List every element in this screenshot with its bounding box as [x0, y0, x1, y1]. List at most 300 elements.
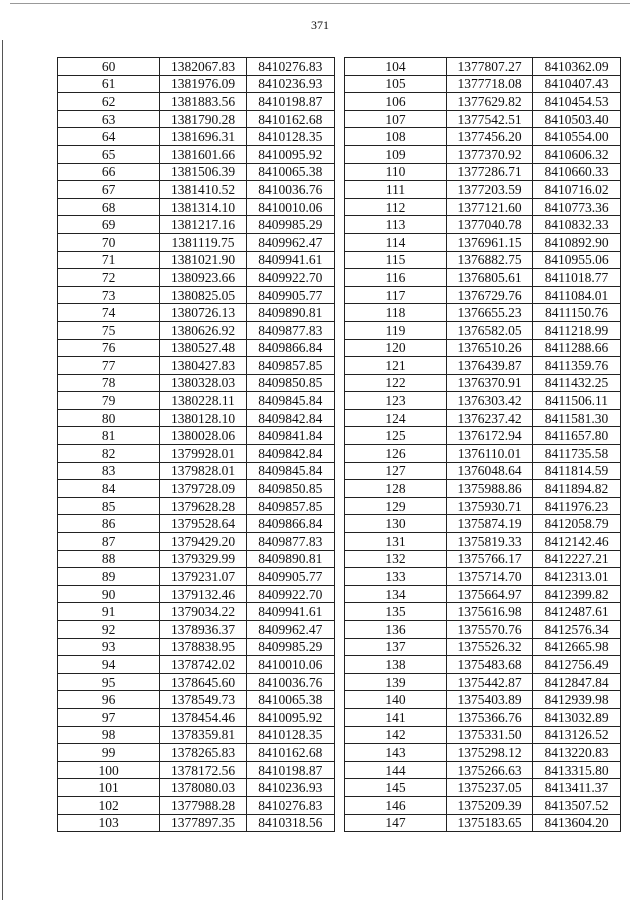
table-row	[58, 304, 335, 322]
point-number-cell: 118	[345, 304, 447, 322]
point-number-cell: 124	[345, 409, 447, 427]
table-row	[345, 480, 621, 498]
x-coordinate-cell: 1377370.92	[447, 145, 533, 163]
point-number-cell: 72	[58, 269, 160, 287]
table-row	[345, 462, 621, 480]
table-row	[58, 691, 335, 709]
table-row	[58, 814, 335, 832]
x-coordinate-cell: 1375616.98	[447, 603, 533, 621]
point-number-cell: 73	[58, 286, 160, 304]
point-number-cell: 79	[58, 392, 160, 410]
y-coordinate-cell: 8409941.61	[246, 603, 334, 621]
y-coordinate-cell: 8411150.76	[533, 304, 621, 322]
y-coordinate-cell: 8410010.06	[246, 656, 334, 674]
x-coordinate-cell: 1375988.86	[447, 480, 533, 498]
y-coordinate-cell: 8410554.00	[533, 128, 621, 146]
x-coordinate-cell: 1376110.01	[447, 445, 533, 463]
point-number-cell: 65	[58, 145, 160, 163]
point-number-cell: 92	[58, 621, 160, 639]
y-coordinate-cell: 8411814.59	[533, 462, 621, 480]
y-coordinate-cell: 8410503.40	[533, 110, 621, 128]
y-coordinate-cell: 8409922.70	[246, 269, 334, 287]
point-number-cell: 99	[58, 744, 160, 762]
y-coordinate-cell: 8409985.29	[246, 216, 334, 234]
table-row	[345, 128, 621, 146]
point-number-cell: 97	[58, 708, 160, 726]
table-row	[345, 568, 621, 586]
coordinates-table-right	[344, 57, 621, 832]
point-number-cell: 98	[58, 726, 160, 744]
table-row	[58, 744, 335, 762]
table-row	[58, 251, 335, 269]
point-number-cell: 121	[345, 357, 447, 375]
point-number-cell: 138	[345, 656, 447, 674]
y-coordinate-cell: 8410065.38	[246, 163, 334, 181]
y-coordinate-cell: 8409857.85	[246, 357, 334, 375]
y-coordinate-cell: 8409922.70	[246, 585, 334, 603]
point-number-cell: 123	[345, 392, 447, 410]
y-coordinate-cell: 8410095.92	[246, 145, 334, 163]
table-row	[58, 321, 335, 339]
table-row	[345, 269, 621, 287]
x-coordinate-cell: 1375403.89	[447, 691, 533, 709]
x-coordinate-cell: 1375331.50	[447, 726, 533, 744]
point-number-cell: 96	[58, 691, 160, 709]
y-coordinate-cell: 8413126.52	[533, 726, 621, 744]
table-row	[345, 779, 621, 797]
y-coordinate-cell: 8411084.01	[533, 286, 621, 304]
table-row	[58, 480, 335, 498]
table-row	[58, 497, 335, 515]
table-row	[345, 673, 621, 691]
point-number-cell: 143	[345, 744, 447, 762]
table-row	[345, 392, 621, 410]
x-coordinate-cell: 1379231.07	[160, 568, 246, 586]
x-coordinate-cell: 1378265.83	[160, 744, 246, 762]
top-rule	[10, 3, 630, 4]
table-row	[58, 286, 335, 304]
table-row	[345, 445, 621, 463]
point-number-cell: 91	[58, 603, 160, 621]
x-coordinate-cell: 1378454.46	[160, 708, 246, 726]
x-coordinate-cell: 1377807.27	[447, 58, 533, 76]
y-coordinate-cell: 8410318.56	[246, 814, 334, 832]
point-number-cell: 101	[58, 779, 160, 797]
table-row	[58, 409, 335, 427]
table-row	[58, 761, 335, 779]
point-number-cell: 66	[58, 163, 160, 181]
point-number-cell: 126	[345, 445, 447, 463]
point-number-cell: 139	[345, 673, 447, 691]
x-coordinate-cell: 1380328.03	[160, 374, 246, 392]
y-coordinate-cell: 8411359.76	[533, 357, 621, 375]
y-coordinate-cell: 8409866.84	[246, 339, 334, 357]
point-number-cell: 74	[58, 304, 160, 322]
table-row	[58, 145, 335, 163]
x-coordinate-cell: 1376882.75	[447, 251, 533, 269]
y-coordinate-cell: 8409877.83	[246, 533, 334, 551]
y-coordinate-cell: 8410198.87	[246, 93, 334, 111]
x-coordinate-cell: 1381790.28	[160, 110, 246, 128]
y-coordinate-cell: 8411735.58	[533, 445, 621, 463]
x-coordinate-cell: 1377121.60	[447, 198, 533, 216]
x-coordinate-cell: 1381217.16	[160, 216, 246, 234]
table-row	[58, 128, 335, 146]
table-row	[345, 163, 621, 181]
point-number-cell: 133	[345, 568, 447, 586]
y-coordinate-cell: 8411657.80	[533, 427, 621, 445]
coordinates-table-left-body	[58, 58, 335, 832]
table-row	[58, 75, 335, 93]
point-number-cell: 137	[345, 638, 447, 656]
table-row	[58, 568, 335, 586]
x-coordinate-cell: 1379429.20	[160, 533, 246, 551]
x-coordinate-cell: 1379928.01	[160, 445, 246, 463]
x-coordinate-cell: 1380427.83	[160, 357, 246, 375]
table-row	[58, 585, 335, 603]
table-row	[345, 427, 621, 445]
point-number-cell: 119	[345, 321, 447, 339]
y-coordinate-cell: 8409850.85	[246, 374, 334, 392]
x-coordinate-cell: 1380626.92	[160, 321, 246, 339]
y-coordinate-cell: 8412142.46	[533, 533, 621, 551]
x-coordinate-cell: 1381119.75	[160, 233, 246, 251]
table-row	[58, 93, 335, 111]
table-row	[345, 533, 621, 551]
point-number-cell: 69	[58, 216, 160, 234]
x-coordinate-cell: 1376961.15	[447, 233, 533, 251]
table-row	[345, 550, 621, 568]
point-number-cell: 95	[58, 673, 160, 691]
x-coordinate-cell: 1378080.03	[160, 779, 246, 797]
point-number-cell: 125	[345, 427, 447, 445]
x-coordinate-cell: 1376510.26	[447, 339, 533, 357]
y-coordinate-cell: 8410832.33	[533, 216, 621, 234]
table-row	[58, 515, 335, 533]
point-number-cell: 70	[58, 233, 160, 251]
page-number: 371	[311, 18, 329, 32]
x-coordinate-cell: 1376582.05	[447, 321, 533, 339]
y-coordinate-cell: 8410095.92	[246, 708, 334, 726]
table-row	[345, 761, 621, 779]
x-coordinate-cell: 1375930.71	[447, 497, 533, 515]
x-coordinate-cell: 1377988.28	[160, 796, 246, 814]
x-coordinate-cell: 1380825.05	[160, 286, 246, 304]
x-coordinate-cell: 1380923.66	[160, 269, 246, 287]
y-coordinate-cell: 8411218.99	[533, 321, 621, 339]
table-row	[58, 58, 335, 76]
point-number-cell: 89	[58, 568, 160, 586]
x-coordinate-cell: 1379528.64	[160, 515, 246, 533]
point-number-cell: 112	[345, 198, 447, 216]
point-number-cell: 84	[58, 480, 160, 498]
x-coordinate-cell: 1377040.78	[447, 216, 533, 234]
table-row	[345, 216, 621, 234]
y-coordinate-cell: 8412399.82	[533, 585, 621, 603]
point-number-cell: 117	[345, 286, 447, 304]
table-row	[345, 251, 621, 269]
y-coordinate-cell: 8409857.85	[246, 497, 334, 515]
table-row	[345, 110, 621, 128]
table-row	[58, 198, 335, 216]
point-number-cell: 116	[345, 269, 447, 287]
y-coordinate-cell: 8410162.68	[246, 744, 334, 762]
y-coordinate-cell: 8410236.93	[246, 75, 334, 93]
point-number-cell: 114	[345, 233, 447, 251]
table-row	[58, 638, 335, 656]
point-number-cell: 147	[345, 814, 447, 832]
x-coordinate-cell: 1380228.11	[160, 392, 246, 410]
point-number-cell: 120	[345, 339, 447, 357]
table-row	[345, 357, 621, 375]
point-number-cell: 71	[58, 251, 160, 269]
y-coordinate-cell: 8412665.98	[533, 638, 621, 656]
table-row	[345, 603, 621, 621]
y-coordinate-cell: 8409962.47	[246, 233, 334, 251]
x-coordinate-cell: 1379828.01	[160, 462, 246, 480]
x-coordinate-cell: 1379728.09	[160, 480, 246, 498]
y-coordinate-cell: 8410362.09	[533, 58, 621, 76]
x-coordinate-cell: 1378838.95	[160, 638, 246, 656]
x-coordinate-cell: 1375209.39	[447, 796, 533, 814]
x-coordinate-cell: 1380527.48	[160, 339, 246, 357]
point-number-cell: 63	[58, 110, 160, 128]
x-coordinate-cell: 1382067.83	[160, 58, 246, 76]
y-coordinate-cell: 8409845.84	[246, 392, 334, 410]
table-row	[345, 638, 621, 656]
y-coordinate-cell: 8409890.81	[246, 550, 334, 568]
table-row	[345, 497, 621, 515]
x-coordinate-cell: 1375874.19	[447, 515, 533, 533]
point-number-cell: 145	[345, 779, 447, 797]
point-number-cell: 107	[345, 110, 447, 128]
page-left-edge	[2, 40, 3, 900]
y-coordinate-cell: 8409842.84	[246, 445, 334, 463]
table-row	[345, 621, 621, 639]
table-row	[58, 357, 335, 375]
point-number-cell: 132	[345, 550, 447, 568]
y-coordinate-cell: 8411976.23	[533, 497, 621, 515]
table-row	[58, 726, 335, 744]
y-coordinate-cell: 8410276.83	[246, 58, 334, 76]
point-number-cell: 129	[345, 497, 447, 515]
point-number-cell: 122	[345, 374, 447, 392]
point-number-cell: 103	[58, 814, 160, 832]
y-coordinate-cell: 8412058.79	[533, 515, 621, 533]
y-coordinate-cell: 8409842.84	[246, 409, 334, 427]
point-number-cell: 75	[58, 321, 160, 339]
table-row	[345, 181, 621, 199]
point-number-cell: 136	[345, 621, 447, 639]
table-row	[58, 621, 335, 639]
point-number-cell: 82	[58, 445, 160, 463]
x-coordinate-cell: 1380128.10	[160, 409, 246, 427]
table-row	[58, 673, 335, 691]
table-row	[58, 708, 335, 726]
table-row	[345, 814, 621, 832]
point-number-cell: 134	[345, 585, 447, 603]
x-coordinate-cell: 1378742.02	[160, 656, 246, 674]
x-coordinate-cell: 1378359.81	[160, 726, 246, 744]
point-number-cell: 88	[58, 550, 160, 568]
point-number-cell: 135	[345, 603, 447, 621]
point-number-cell: 142	[345, 726, 447, 744]
x-coordinate-cell: 1377286.71	[447, 163, 533, 181]
y-coordinate-cell: 8410892.90	[533, 233, 621, 251]
table-row	[58, 233, 335, 251]
y-coordinate-cell: 8410660.33	[533, 163, 621, 181]
table-row	[58, 550, 335, 568]
table-row	[345, 75, 621, 93]
x-coordinate-cell: 1375266.63	[447, 761, 533, 779]
y-coordinate-cell: 8410407.43	[533, 75, 621, 93]
table-row	[345, 233, 621, 251]
x-coordinate-cell: 1381314.10	[160, 198, 246, 216]
point-number-cell: 144	[345, 761, 447, 779]
x-coordinate-cell: 1375664.97	[447, 585, 533, 603]
point-number-cell: 60	[58, 58, 160, 76]
y-coordinate-cell: 8410955.06	[533, 251, 621, 269]
y-coordinate-cell: 8412756.49	[533, 656, 621, 674]
table-row	[58, 462, 335, 480]
coordinates-table-left	[57, 57, 335, 832]
table-row	[58, 427, 335, 445]
y-coordinate-cell: 8413315.80	[533, 761, 621, 779]
table-row	[58, 374, 335, 392]
y-coordinate-cell: 8412487.61	[533, 603, 621, 621]
x-coordinate-cell: 1375714.70	[447, 568, 533, 586]
table-row	[345, 286, 621, 304]
y-coordinate-cell: 8409941.61	[246, 251, 334, 269]
table-row	[58, 656, 335, 674]
x-coordinate-cell: 1376237.42	[447, 409, 533, 427]
table-row	[58, 163, 335, 181]
table-row	[58, 339, 335, 357]
y-coordinate-cell: 8409866.84	[246, 515, 334, 533]
y-coordinate-cell: 8413220.83	[533, 744, 621, 762]
y-coordinate-cell: 8412847.84	[533, 673, 621, 691]
point-number-cell: 78	[58, 374, 160, 392]
y-coordinate-cell: 8413032.89	[533, 708, 621, 726]
y-coordinate-cell: 8410128.35	[246, 726, 334, 744]
table-row	[58, 181, 335, 199]
x-coordinate-cell: 1377718.08	[447, 75, 533, 93]
y-coordinate-cell: 8411506.11	[533, 392, 621, 410]
point-number-cell: 93	[58, 638, 160, 656]
x-coordinate-cell: 1375442.87	[447, 673, 533, 691]
x-coordinate-cell: 1377629.82	[447, 93, 533, 111]
y-coordinate-cell: 8410276.83	[246, 796, 334, 814]
point-number-cell: 68	[58, 198, 160, 216]
x-coordinate-cell: 1376048.64	[447, 462, 533, 480]
point-number-cell: 146	[345, 796, 447, 814]
x-coordinate-cell: 1375526.32	[447, 638, 533, 656]
x-coordinate-cell: 1375766.17	[447, 550, 533, 568]
x-coordinate-cell: 1380726.13	[160, 304, 246, 322]
table-row	[345, 656, 621, 674]
table-row	[58, 269, 335, 287]
y-coordinate-cell: 8409905.77	[246, 286, 334, 304]
y-coordinate-cell: 8409985.29	[246, 638, 334, 656]
y-coordinate-cell: 8412313.01	[533, 568, 621, 586]
x-coordinate-cell: 1380028.06	[160, 427, 246, 445]
x-coordinate-cell: 1375483.68	[447, 656, 533, 674]
table-row	[58, 779, 335, 797]
point-number-cell: 130	[345, 515, 447, 533]
x-coordinate-cell: 1376729.76	[447, 286, 533, 304]
table-row	[345, 321, 621, 339]
point-number-cell: 85	[58, 497, 160, 515]
table-row	[345, 374, 621, 392]
table-row	[345, 58, 621, 76]
x-coordinate-cell: 1381506.39	[160, 163, 246, 181]
x-coordinate-cell: 1375570.76	[447, 621, 533, 639]
point-number-cell: 94	[58, 656, 160, 674]
x-coordinate-cell: 1379034.22	[160, 603, 246, 621]
x-coordinate-cell: 1379628.28	[160, 497, 246, 515]
point-number-cell: 127	[345, 462, 447, 480]
table-row	[58, 533, 335, 551]
point-number-cell: 131	[345, 533, 447, 551]
point-number-cell: 113	[345, 216, 447, 234]
x-coordinate-cell: 1378172.56	[160, 761, 246, 779]
y-coordinate-cell: 8410236.93	[246, 779, 334, 797]
x-coordinate-cell: 1376439.87	[447, 357, 533, 375]
point-number-cell: 128	[345, 480, 447, 498]
table-row	[345, 93, 621, 111]
point-number-cell: 80	[58, 409, 160, 427]
point-number-cell: 109	[345, 145, 447, 163]
y-coordinate-cell: 8413604.20	[533, 814, 621, 832]
table-row	[345, 726, 621, 744]
table-row	[345, 708, 621, 726]
x-coordinate-cell: 1375366.76	[447, 708, 533, 726]
x-coordinate-cell: 1381696.31	[160, 128, 246, 146]
y-coordinate-cell: 8409877.83	[246, 321, 334, 339]
x-coordinate-cell: 1381410.52	[160, 181, 246, 199]
y-coordinate-cell: 8410128.35	[246, 128, 334, 146]
y-coordinate-cell: 8409845.84	[246, 462, 334, 480]
y-coordinate-cell: 8412939.98	[533, 691, 621, 709]
point-number-cell: 110	[345, 163, 447, 181]
y-coordinate-cell: 8413507.52	[533, 796, 621, 814]
table-row	[58, 110, 335, 128]
point-number-cell: 90	[58, 585, 160, 603]
point-number-cell: 76	[58, 339, 160, 357]
table-row	[345, 691, 621, 709]
y-coordinate-cell: 8410606.32	[533, 145, 621, 163]
point-number-cell: 106	[345, 93, 447, 111]
point-number-cell: 108	[345, 128, 447, 146]
y-coordinate-cell: 8410162.68	[246, 110, 334, 128]
x-coordinate-cell: 1378549.73	[160, 691, 246, 709]
x-coordinate-cell: 1379132.46	[160, 585, 246, 603]
y-coordinate-cell: 8410065.38	[246, 691, 334, 709]
x-coordinate-cell: 1381883.56	[160, 93, 246, 111]
y-coordinate-cell: 8411432.25	[533, 374, 621, 392]
table-row	[58, 445, 335, 463]
table-row	[345, 339, 621, 357]
table-row	[345, 585, 621, 603]
point-number-cell: 83	[58, 462, 160, 480]
y-coordinate-cell: 8412576.34	[533, 621, 621, 639]
x-coordinate-cell: 1378645.60	[160, 673, 246, 691]
x-coordinate-cell: 1376370.91	[447, 374, 533, 392]
point-number-cell: 102	[58, 796, 160, 814]
y-coordinate-cell: 8410773.36	[533, 198, 621, 216]
point-number-cell: 61	[58, 75, 160, 93]
y-coordinate-cell: 8411581.30	[533, 409, 621, 427]
